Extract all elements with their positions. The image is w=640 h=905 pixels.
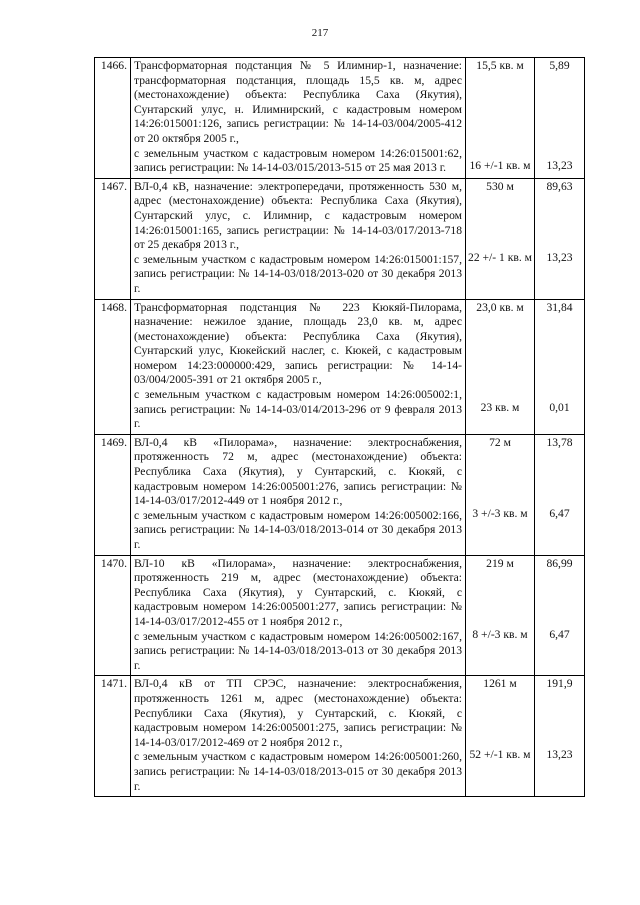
land-plot-value: 6,47 — [549, 627, 570, 641]
row-number: 1466. — [95, 58, 131, 179]
object-value-cell — [535, 58, 585, 179]
object-value: 191,9 — [546, 677, 573, 691]
object-text: ВЛ-0,4 кВ, назначение: электропередачи, протяженность 530 м, адрес (местонахождение) объекта: Республика Саха (Якутия), Сунтарский улус, с. Илимнир, с кадастровым номером 14:26:015001:165, запись регистрации: № 14-14-03/017/2013-718 от 25 декабря 2013 г., — [134, 179, 462, 252]
object-value: 86,99 — [546, 556, 573, 570]
land-plot-text: с земельным участком с кадастровым номером 14:26:005002:1, запись регистрации: № 14-14-03/014/2013-296 от 9 февраля 2013 г. — [134, 388, 462, 431]
object-description — [131, 299, 466, 434]
object-description — [131, 676, 466, 797]
land-plot-size: 8 +/-3 кв. м — [472, 627, 528, 641]
row-number: 1469. — [95, 434, 131, 555]
object-size: 530 м — [486, 179, 514, 193]
table-row — [95, 434, 585, 555]
object-size: 15,5 кв. м — [476, 59, 524, 72]
land-plot-text: с земельным участком с кадастровым номером 14:26:015001:157, запись регистрации: № 14-14-03/018/2013-020 от 30 декабря 2013 г. — [134, 252, 462, 295]
object-size-cell — [466, 555, 535, 676]
land-plot-value: 13,23 — [546, 748, 573, 762]
object-text: ВЛ-10 кВ «Пилорама», назначение: электроснабжения, протяженность 219 м, адрес (местонахождение) объекта: Республика Саха (Якутия), у Сунтарский, с. Кюкяй, с кадастровым номером 14:26:005001:277, запись регистрации: № 14-14-03/017/2012-455 от 1 ноября 2012 г., — [134, 556, 462, 628]
table-row — [95, 555, 585, 676]
land-plot-value: 13,23 — [546, 159, 573, 172]
object-description — [131, 58, 466, 179]
object-size-cell — [466, 58, 535, 179]
land-plot-size: 23 кв. м — [480, 400, 520, 414]
land-plot-text: с земельным участком с кадастровым номером 14:26:015001:62, запись регистрации: № 14-14-03/015/2013-515 от 25 мая 2013 г. — [134, 146, 462, 175]
land-plot-text: с земельным участком с кадастровым номером 14:26:005002:166, запись регистрации: № 14-14-03/018/2013-014 от 30 декабря 2013 г. — [134, 508, 462, 551]
object-size: 23,0 кв. м — [476, 300, 524, 314]
land-plot-value: 13,23 — [546, 250, 573, 264]
land-plot-value: 6,47 — [549, 506, 570, 520]
object-size-cell — [466, 178, 535, 299]
object-value: 89,63 — [546, 179, 573, 193]
object-value-cell — [535, 178, 585, 299]
row-number: 1468. — [95, 299, 131, 434]
object-text: ВЛ-0,4 кВ от ТП СРЭС, назначение: электроснабжения, протяженность 1261 м, адрес (местонахождение) объекта: Республики Саха (Якутия), у Сунтарский, с. Кюкяй, с кадастровым номером 14:26:005001:275, запись регистрации: № 14-14-03/017/2012-469 от 2 ноября 2012 г., — [134, 677, 462, 749]
object-size: 1261 м — [483, 677, 517, 691]
table-row — [95, 178, 585, 299]
object-value-cell — [535, 299, 585, 434]
object-size-cell — [466, 299, 535, 434]
table-row — [95, 299, 585, 434]
object-size-cell — [466, 434, 535, 555]
object-text: Трансформаторная подстанция № 5 Илимнир-1, назначение: трансформаторная подстанция, площадь 15,5 кв. м, адрес (местонахождение) объекта: Республика Саха (Якутия), Сунтарский улус, н. Илимнирский, с кадастровым номером 14:26:015001:126, запись регистрации: № 14-14-03/004/2005-412 от 20 октября 2005 г., — [134, 59, 462, 145]
object-size-cell — [466, 676, 535, 797]
row-number: 1467. — [95, 178, 131, 299]
object-text: ВЛ-0,4 кВ «Пилорама», назначение: электроснабжения, протяженность 72 м, адрес (местонахождение) объекта: Республика Саха (Якутия), у Сунтарский, с. Кюкяй, с кадастровым номером 14:26:005001:276, запись регистрации: № 14-14-03/017/2012-449 от 1 ноября 2012 г., — [134, 435, 462, 508]
land-plot-text: с земельным участком с кадастровым номером 14:26:005001:260, запись регистрации: № 14-14-03/018/2013-015 от 30 декабря 2013 г. — [134, 750, 462, 793]
object-text: Трансформаторная подстанция № 223 Кюкяй-Пилорама, назначение: нежилое здание, площадь 23,0 кв. м, адрес (местонахождение) объекта: Республика Саха (Якутия), Сунтарский улус, Кюкейский наслег, с. Кюкей, с кадастровым номером 14:23:000000:429, запись регистрации: № 14-14-03/004/2005-391 от 21 октября 2005 г., — [134, 300, 462, 387]
object-value: 31,84 — [546, 300, 573, 314]
object-value: 5,89 — [549, 59, 570, 72]
object-size: 72 м — [489, 435, 511, 449]
land-plot-size: 22 +/- 1 кв. м — [468, 250, 532, 264]
table-row — [95, 58, 585, 179]
object-value: 13,78 — [546, 435, 573, 449]
land-plot-size: 3 +/-3 кв. м — [472, 506, 528, 520]
object-description — [131, 434, 466, 555]
land-plot-size: 16 +/-1 кв. м — [469, 159, 531, 172]
object-value-cell — [535, 555, 585, 676]
object-value-cell — [535, 676, 585, 797]
row-number: 1471. — [95, 676, 131, 797]
property-table — [94, 57, 585, 797]
page-number: 217 — [311, 27, 329, 39]
table-row — [95, 676, 585, 797]
object-value-cell — [535, 434, 585, 555]
row-number: 1470. — [95, 555, 131, 676]
land-plot-size: 52 +/-1 кв. м — [469, 748, 531, 762]
object-description — [131, 178, 466, 299]
land-plot-text: с земельным участком с кадастровым номером 14:26:005002:167, запись регистрации: № 14-14-03/018/2013-013 от 30 декабря 2013 г. — [134, 629, 462, 672]
land-plot-value: 0,01 — [549, 400, 570, 414]
object-description — [131, 555, 466, 676]
object-size: 219 м — [486, 556, 514, 570]
